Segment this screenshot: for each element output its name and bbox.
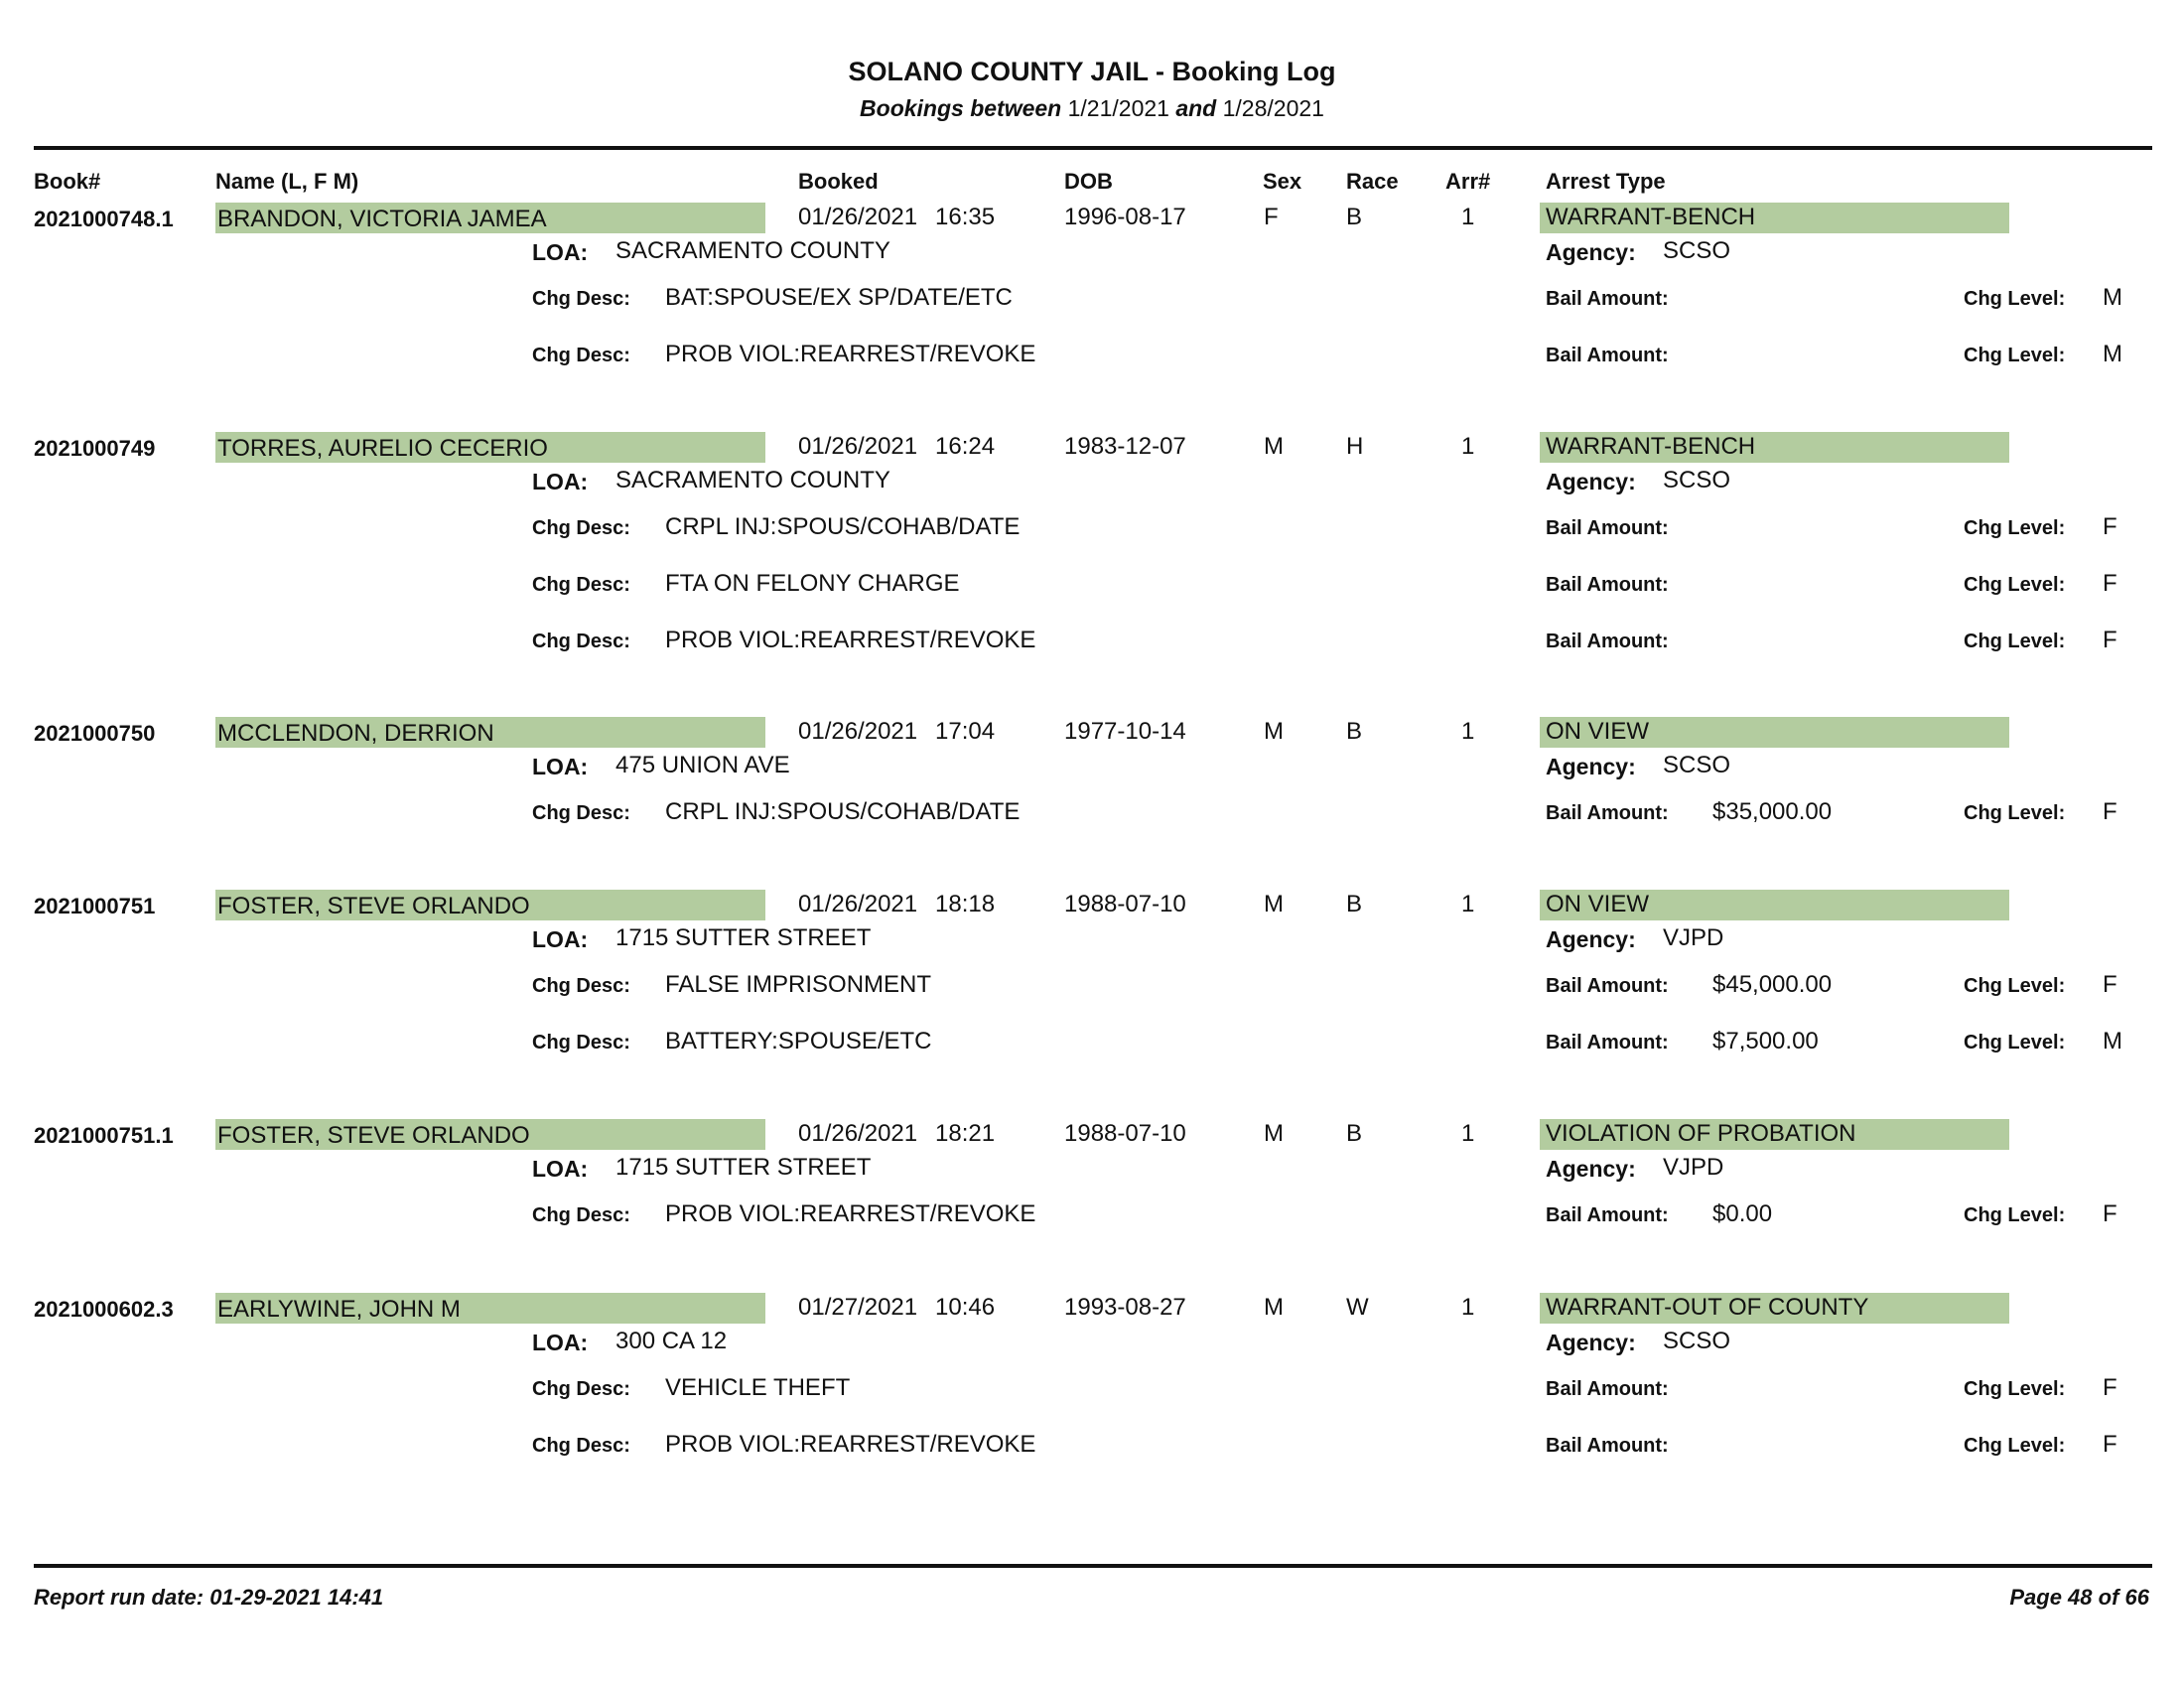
col-header-race: Race xyxy=(1346,169,1399,194)
booked-date: 01/27/2021 xyxy=(798,1294,918,1321)
race: B xyxy=(1346,204,1363,230)
booked-date: 01/26/2021 xyxy=(798,718,918,745)
chg-level-value: F xyxy=(2103,570,2117,597)
book-number: 2021000602.3 xyxy=(34,1297,174,1322)
bail-amount-label: Bail Amount: xyxy=(1546,345,1669,366)
book-number: 2021000748.1 xyxy=(34,207,174,231)
agency-label: Agency: xyxy=(1546,754,1636,779)
inmate-name: FOSTER, STEVE ORLANDO xyxy=(217,1122,530,1149)
chg-desc-label: Chg Desc: xyxy=(532,1435,630,1457)
chg-level-label: Chg Level: xyxy=(1964,574,2066,596)
race: B xyxy=(1346,1120,1363,1147)
sex: F xyxy=(1264,204,1279,230)
arrest-type: VIOLATION OF PROBATION xyxy=(1546,1120,1856,1147)
agency-label: Agency: xyxy=(1546,239,1636,265)
footer-rule xyxy=(34,1564,2152,1568)
inmate-name: BRANDON, VICTORIA JAMEA xyxy=(217,206,547,232)
col-header-sex: Sex xyxy=(1263,169,1302,194)
subtitle-prefix: Bookings between xyxy=(860,95,1062,121)
inmate-name: EARLYWINE, JOHN M xyxy=(217,1296,461,1323)
chg-desc-label: Chg Desc: xyxy=(532,1032,630,1054)
chg-level-label: Chg Level: xyxy=(1964,1378,2066,1400)
arrest-number: 1 xyxy=(1461,1294,1475,1321)
dob: 1977-10-14 xyxy=(1064,718,1186,745)
booked-time: 16:35 xyxy=(935,204,996,230)
loa-value: 300 CA 12 xyxy=(615,1328,728,1354)
chg-level-value: F xyxy=(2103,971,2117,998)
bail-amount-label: Bail Amount: xyxy=(1546,975,1669,997)
arrest-type: WARRANT-OUT OF COUNTY xyxy=(1546,1294,1869,1321)
chg-desc-label: Chg Desc: xyxy=(532,802,630,824)
chg-level-label: Chg Level: xyxy=(1964,631,2066,652)
chg-level-label: Chg Level: xyxy=(1964,288,2066,310)
loa-value: 475 UNION AVE xyxy=(615,752,790,778)
booked-time: 18:21 xyxy=(935,1120,996,1147)
chg-level-label: Chg Level: xyxy=(1964,1032,2066,1054)
booked-time: 17:04 xyxy=(935,718,996,745)
sex: M xyxy=(1264,891,1284,917)
bail-amount-label: Bail Amount: xyxy=(1546,288,1669,310)
arrest-number: 1 xyxy=(1461,433,1475,460)
agency-value: VJPD xyxy=(1663,924,1724,951)
race: W xyxy=(1346,1294,1369,1321)
loa-label: LOA: xyxy=(532,469,589,494)
chg-desc-value: FALSE IMPRISONMENT xyxy=(665,971,932,998)
agency-value: VJPD xyxy=(1663,1154,1724,1181)
loa-value: 1715 SUTTER STREET xyxy=(615,1154,872,1181)
chg-level-value: F xyxy=(2103,1374,2117,1401)
book-number: 2021000750 xyxy=(34,721,156,746)
dob: 1988-07-10 xyxy=(1064,891,1186,917)
chg-level-value: F xyxy=(2103,513,2117,540)
agency-label: Agency: xyxy=(1546,1156,1636,1182)
col-header-arr: Arr# xyxy=(1445,169,1491,194)
bail-amount-label: Bail Amount: xyxy=(1546,1032,1669,1054)
arrest-type: ON VIEW xyxy=(1546,891,1650,917)
chg-desc-value: CRPL INJ:SPOUS/COHAB/DATE xyxy=(665,513,1021,540)
bail-amount-label: Bail Amount: xyxy=(1546,1378,1669,1400)
chg-desc-label: Chg Desc: xyxy=(532,574,630,596)
bail-amount-label: Bail Amount: xyxy=(1546,631,1669,652)
chg-level-label: Chg Level: xyxy=(1964,517,2066,539)
page-number: Page 48 of 66 xyxy=(2009,1585,2149,1610)
booked-date: 01/26/2021 xyxy=(798,204,918,230)
book-number: 2021000751 xyxy=(34,894,156,918)
sex: M xyxy=(1264,1120,1284,1147)
bail-amount-value: $7,500.00 xyxy=(1712,1028,1819,1055)
chg-desc-value: PROB VIOL:REARREST/REVOKE xyxy=(665,627,1036,653)
chg-desc-label: Chg Desc: xyxy=(532,1204,630,1226)
loa-label: LOA: xyxy=(532,1330,589,1355)
arrest-number: 1 xyxy=(1461,1120,1475,1147)
header-rule xyxy=(34,146,2152,150)
book-number: 2021000749 xyxy=(34,436,156,461)
dob: 1983-12-07 xyxy=(1064,433,1186,460)
chg-desc-label: Chg Desc: xyxy=(532,345,630,366)
booked-time: 10:46 xyxy=(935,1294,996,1321)
end-date: 1/28/2021 xyxy=(1222,95,1324,121)
loa-label: LOA: xyxy=(532,239,589,265)
chg-desc-label: Chg Desc: xyxy=(532,975,630,997)
booked-date: 01/26/2021 xyxy=(798,891,918,917)
chg-level-label: Chg Level: xyxy=(1964,1435,2066,1457)
col-header-name: Name (L, F M) xyxy=(215,169,359,194)
chg-desc-value: PROB VIOL:REARREST/REVOKE xyxy=(665,341,1036,367)
chg-desc-label: Chg Desc: xyxy=(532,1378,630,1400)
chg-desc-value: BAT:SPOUSE/EX SP/DATE/ETC xyxy=(665,284,1013,311)
agency-value: SCSO xyxy=(1663,1328,1731,1354)
race: B xyxy=(1346,891,1363,917)
col-header-dob: DOB xyxy=(1064,169,1113,194)
booked-date: 01/26/2021 xyxy=(798,433,918,460)
loa-value: 1715 SUTTER STREET xyxy=(615,924,872,951)
chg-level-label: Chg Level: xyxy=(1964,975,2066,997)
booked-time: 16:24 xyxy=(935,433,996,460)
chg-level-value: F xyxy=(2103,627,2117,653)
race: H xyxy=(1346,433,1364,460)
arrest-type: ON VIEW xyxy=(1546,718,1650,745)
loa-label: LOA: xyxy=(532,1156,589,1182)
arrest-number: 1 xyxy=(1461,204,1475,230)
report-subtitle xyxy=(0,95,2184,122)
arrest-number: 1 xyxy=(1461,718,1475,745)
inmate-name: MCCLENDON, DERRION xyxy=(217,720,494,747)
bail-amount-value: $35,000.00 xyxy=(1712,798,1833,825)
inmate-name: FOSTER, STEVE ORLANDO xyxy=(217,893,530,919)
dob: 1993-08-27 xyxy=(1064,1294,1186,1321)
inmate-name: TORRES, AURELIO CECERIO xyxy=(217,435,548,462)
loa-label: LOA: xyxy=(532,754,589,779)
dob: 1988-07-10 xyxy=(1064,1120,1186,1147)
col-header-arrest-type: Arrest Type xyxy=(1546,169,1666,194)
chg-level-label: Chg Level: xyxy=(1964,802,2066,824)
booked-time: 18:18 xyxy=(935,891,996,917)
bail-amount-label: Bail Amount: xyxy=(1546,574,1669,596)
report-run-date: Report run date: 01-29-2021 14:41 xyxy=(34,1585,384,1610)
chg-desc-value: PROB VIOL:REARREST/REVOKE xyxy=(665,1200,1036,1227)
loa-value: SACRAMENTO COUNTY xyxy=(615,237,890,264)
chg-desc-value: CRPL INJ:SPOUS/COHAB/DATE xyxy=(665,798,1021,825)
chg-desc-label: Chg Desc: xyxy=(532,631,630,652)
arrest-number: 1 xyxy=(1461,891,1475,917)
col-header-book: Book# xyxy=(34,169,101,194)
agency-value: SCSO xyxy=(1663,752,1731,778)
chg-desc-value: PROB VIOL:REARREST/REVOKE xyxy=(665,1431,1036,1458)
chg-desc-label: Chg Desc: xyxy=(532,288,630,310)
dob: 1996-08-17 xyxy=(1064,204,1186,230)
agency-label: Agency: xyxy=(1546,926,1636,952)
bail-amount-label: Bail Amount: xyxy=(1546,1204,1669,1226)
report-title: SOLANO COUNTY JAIL - Booking Log xyxy=(848,57,1336,86)
arrest-type: WARRANT-BENCH xyxy=(1546,433,1756,460)
book-number: 2021000751.1 xyxy=(34,1123,174,1148)
bail-amount-value: $45,000.00 xyxy=(1712,971,1833,998)
bail-amount-label: Bail Amount: xyxy=(1546,517,1669,539)
chg-level-value: F xyxy=(2103,1200,2117,1227)
chg-desc-value: VEHICLE THEFT xyxy=(665,1374,851,1401)
chg-level-value: M xyxy=(2103,341,2122,367)
loa-value: SACRAMENTO COUNTY xyxy=(615,467,890,493)
agency-value: SCSO xyxy=(1663,467,1731,493)
sex: M xyxy=(1264,718,1284,745)
sex: M xyxy=(1264,1294,1284,1321)
chg-level-value: M xyxy=(2103,284,2122,311)
chg-desc-label: Chg Desc: xyxy=(532,517,630,539)
start-date: 1/21/2021 xyxy=(1067,95,1169,121)
sex: M xyxy=(1264,433,1284,460)
race: B xyxy=(1346,718,1363,745)
bail-amount-label: Bail Amount: xyxy=(1546,802,1669,824)
chg-level-label: Chg Level: xyxy=(1964,345,2066,366)
chg-desc-value: FTA ON FELONY CHARGE xyxy=(665,570,960,597)
bail-amount-label: Bail Amount: xyxy=(1546,1435,1669,1457)
subtitle-and: and xyxy=(1175,95,1217,121)
chg-desc-value: BATTERY:SPOUSE/ETC xyxy=(665,1028,932,1055)
arrest-type: WARRANT-BENCH xyxy=(1546,204,1756,230)
booked-date: 01/26/2021 xyxy=(798,1120,918,1147)
bail-amount-value: $0.00 xyxy=(1712,1200,1773,1227)
chg-level-value: F xyxy=(2103,1431,2117,1458)
chg-level-label: Chg Level: xyxy=(1964,1204,2066,1226)
agency-label: Agency: xyxy=(1546,469,1636,494)
col-header-booked: Booked xyxy=(798,169,879,194)
loa-label: LOA: xyxy=(532,926,589,952)
agency-label: Agency: xyxy=(1546,1330,1636,1355)
agency-value: SCSO xyxy=(1663,237,1731,264)
chg-level-value: M xyxy=(2103,1028,2122,1055)
chg-level-value: F xyxy=(2103,798,2117,825)
